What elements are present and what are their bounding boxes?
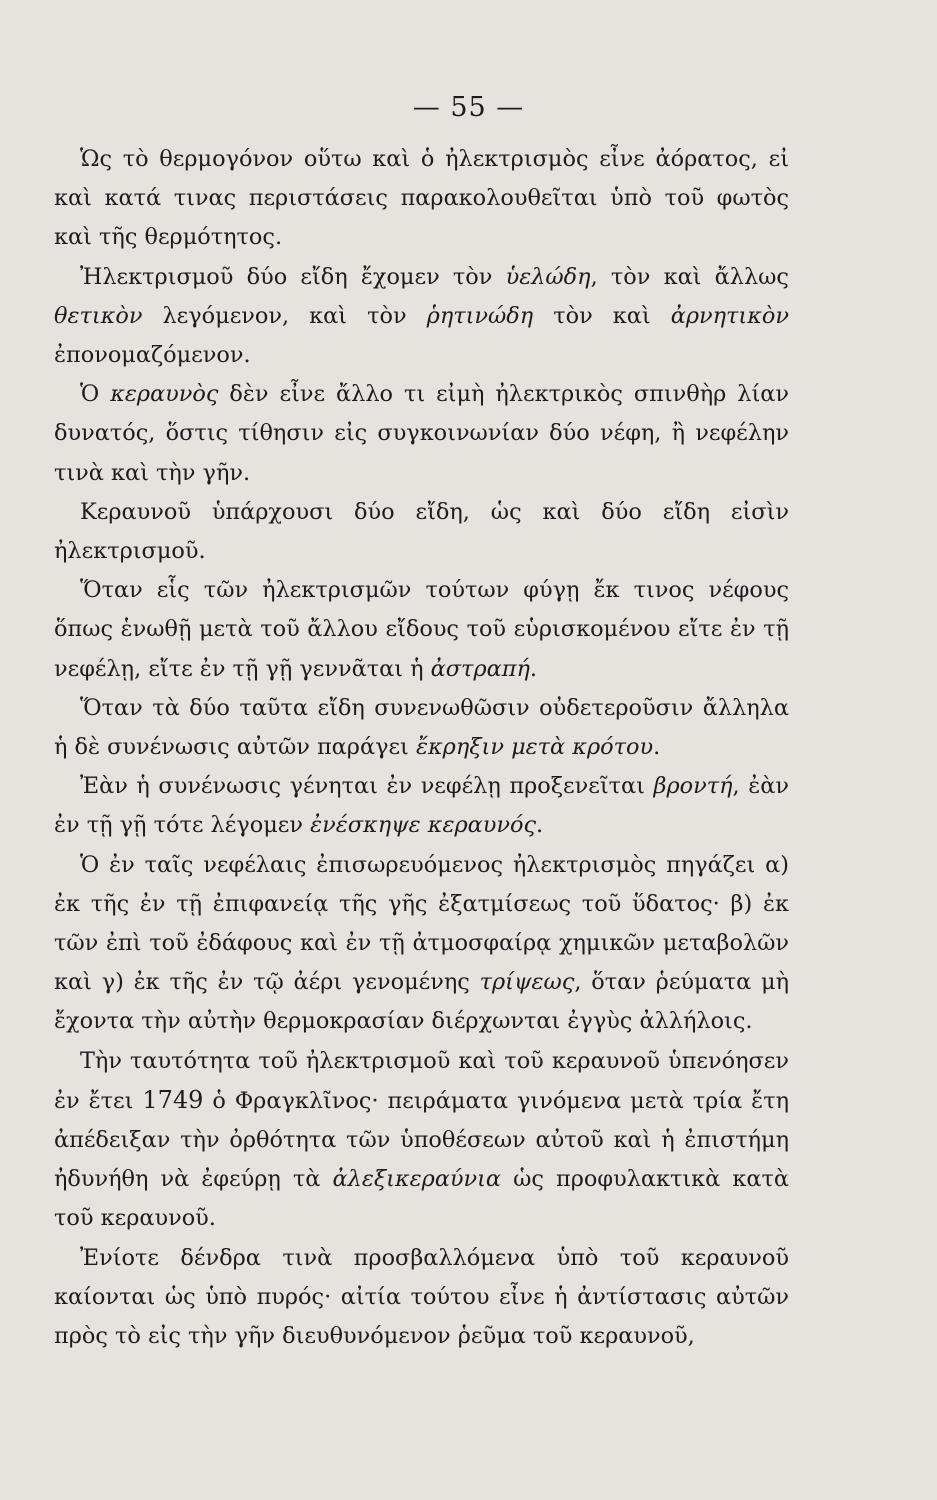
paragraph	[54, 846, 789, 1042]
paragraph	[54, 493, 789, 571]
text-segment: Ἐὰν ἡ συνένωσις γένηται ἐν νεφέλῃ προξενεῖται	[80, 773, 654, 800]
paragraph	[54, 258, 789, 376]
paragraph	[54, 1042, 789, 1239]
text-segment: Ὁ ἐν ταῖς νεφέλαις ἐπισωρευόμενος ἠλεκτρισμὸς πηγάζει α) ἐκ τῆς ἐν τῇ ἐπιφανείᾳ τῆς γῆς ἐξατμίσεως τοῦ ὕδατος· β) ἐκ τῶν ἐπὶ τοῦ ἐδάφους καὶ ἐν τῇ ἀτμοσφαίρᾳ χημικῶν μεταβολῶν καὶ γ) ἐκ τῆς ἐν τῷ ἀέρι γενομένης	[54, 851, 789, 996]
paragraph	[54, 767, 789, 845]
italic-term: ῥητινώδη	[426, 302, 534, 329]
year-number: 1749	[142, 1085, 204, 1114]
paragraph	[54, 571, 789, 689]
text-segment: τὸν καὶ	[533, 302, 671, 329]
italic-term: βροντή	[653, 773, 733, 800]
text-segment: , ἐὰν ἐν τῇ γῇ τότε λέγομεν	[54, 773, 789, 839]
italic-term: ἔκρηξιν μετὰ κρότου	[415, 734, 654, 761]
text-segment: .	[653, 734, 661, 761]
italic-term: ὑελώδη	[505, 263, 591, 290]
text-segment: Κεραυνοῦ ὑπάρχουσι δύο εἴδη, ὡς καὶ δύο εἴδη εἰσὶν ἠλεκτρισμοῦ.	[54, 498, 789, 565]
page-number: — 55 —	[412, 92, 525, 123]
paragraph	[54, 140, 789, 258]
italic-term: τρίψεως	[479, 969, 575, 996]
italic-term: ἀρνητικὸν	[670, 302, 789, 329]
text-segment: , ὅταν ῥεύματα μὴ ἔχοντα τὴν αὐτὴν θερμοκρασίαν διέρχωνται ἐγγὺς ἀλλήλοις.	[54, 969, 789, 1035]
text-segment: Ἐνίοτε δένδρα τινὰ προσβαλλόμενα ὑπὸ τοῦ κεραυνοῦ καίονται ὡς ὑπὸ πυρός· αἰτία τούτου εἶνε ἡ ἀντίστασις αὐτῶν πρὸς τὸ εἰς τὴν γῆν διευθυνόμενον ῥεῦμα τοῦ κεραυνοῦ,	[54, 1244, 789, 1350]
text-segment: .	[536, 812, 544, 839]
italic-term: κεραυνὸς	[110, 381, 219, 408]
text-segment: .	[529, 655, 537, 682]
text-segment: Ὁ	[80, 381, 111, 408]
italic-term: θετικὸν	[54, 302, 143, 329]
text-segment: Ἠλεκτρισμοῦ δύο εἴδη ἔχομεν τὸν	[80, 263, 506, 290]
text-segment: ὁ Φραγκλῖνος· πειράματα γινόμενα μετὰ τρία ἔτη ἀπέδειξαν τὴν ὀρθότητα τῶν ὑποθέσεων αὐτοῦ καὶ ἡ ἐπιστήμη ἠδυνήθη νὰ ἐφεύρῃ τὰ	[54, 1087, 789, 1193]
text-segment: ἐπονομαζόμενον.	[54, 342, 251, 369]
paragraph	[54, 689, 789, 767]
text-segment: δὲν εἶνε ἄλλο τι εἰμὴ ἠλεκτρικὸς σπινθὴρ λίαν δυνατός, ὅστις τίθησιν εἰς συγκοινωνίαν δύο νέφη, ἢ νεφέλην τινὰ καὶ τὴν γῆν.	[54, 381, 789, 486]
text-segment: Ὅταν τὰ δύο ταῦτα εἴδη συνενωθῶσιν οὐδετεροῦσιν ἄλληλα ἡ δὲ συνένωσις αὐτῶν παράγει	[54, 694, 789, 761]
italic-term: ἀλεξικεραύνια	[332, 1166, 502, 1193]
text-segment: Ὅταν εἷς τῶν ἠλεκτρισμῶν τούτων φύγῃ ἔκ τινος νέφους ὅπως ἑνωθῇ μετὰ τοῦ ἄλλου εἴδους τοῦ εὑρισκομένου εἴτε ἐν τῇ νεφέλῃ, εἴτε ἐν τῇ γῇ γεννᾶται ἡ	[54, 577, 789, 682]
paragraph	[54, 375, 789, 493]
body-text	[54, 140, 789, 1356]
italic-term: ἐνέσκηψε κεραυνός	[310, 812, 537, 839]
text-segment: λεγόμενον, καὶ τὸν	[142, 302, 427, 329]
text-segment: ὡς προφυλακτικὰ κατὰ τοῦ κεραυνοῦ.	[54, 1166, 789, 1232]
paragraph	[54, 1239, 789, 1357]
text-segment: Τὴν ταυτότητα τοῦ ἠλεκτρισμοῦ καὶ τοῦ κεραυνοῦ ὑπενόησεν ἐν ἔτει	[54, 1047, 789, 1114]
text-segment: , τὸν καὶ ἄλλως	[590, 263, 789, 290]
text-segment: Ὡς τὸ θερμογόνον οὕτω καὶ ὁ ἠλεκτρισμὸς εἶνε ἀόρατος, εἰ καὶ κατά τινας περιστάσεις παρακολουθεῖται ὑπὸ τοῦ φωτὸς καὶ τῆς θερμότητος.	[54, 146, 789, 251]
italic-term: ἀστραπή	[430, 655, 530, 682]
